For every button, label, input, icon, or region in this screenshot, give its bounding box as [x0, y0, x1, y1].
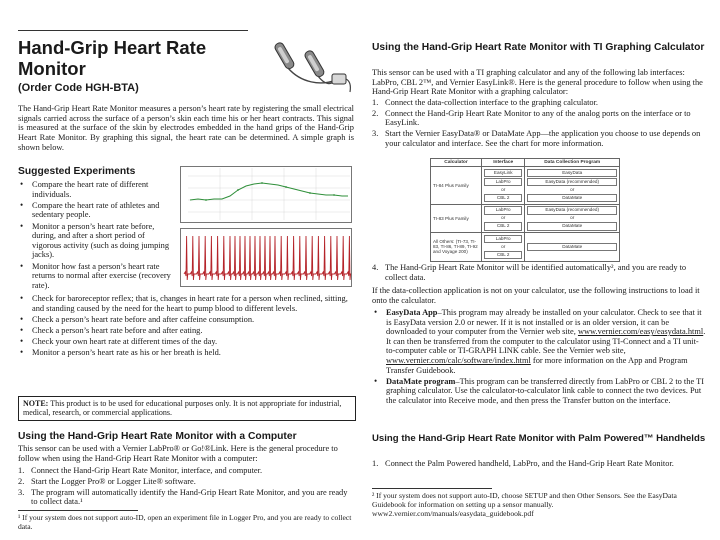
list-item: • Check for baroreceptor reflex; that is, changes in heart rate for a person when reclined, sitting, and standing caused by the need for the heart to pump blood to different levels. — [18, 294, 354, 313]
ti-intro: This sensor can be used with a TI graphing calculator and any of the following lab interfaces: LabPro, CBL 2™, and Vernier EasyLink®. Here is the general procedure to follow when using the Hand-Grip Heart Rate Monitor with a graphing calculator: — [372, 68, 703, 97]
list-item: • Compare the heart rate of athletes and sedentary people. — [18, 201, 176, 220]
list-item: 1. Connect the Hand-Grip Heart Rate Monitor, interface, and computer. — [18, 466, 263, 475]
palm-heading: Using the Hand-Grip Heart Rate Monitor with Palm Powered™ Handhelds — [372, 433, 706, 444]
palm-steps — [372, 459, 706, 470]
table-row — [431, 167, 620, 205]
experiments-list-wide — [18, 294, 354, 360]
column-header: Data Collection Program — [525, 159, 620, 167]
receiver-box — [332, 74, 346, 84]
experiments-list-narrow — [18, 180, 176, 292]
list-item: • Check a person’s heart rate before and after eating. — [18, 326, 354, 336]
easydata-link[interactable]: www.vernier.com/easy/easydata.html — [577, 327, 704, 337]
computer-intro: This sensor can be used with a Vernier LabPro® or Go!®Link. Here is the general procedure to follow when using the Hand-Grip Heart Rate Monitor with a computer: — [18, 444, 338, 463]
footnote: ¹ If your system does not support auto-ID, open an experiment file in Logger Pro, and you are ready to collect data. — [18, 513, 352, 531]
table-cell: LabPro or CBL 2 — [482, 233, 525, 262]
computer-steps — [18, 466, 354, 508]
hand-grip-right — [304, 49, 326, 78]
column-header: Interface — [482, 159, 525, 167]
table-cell: LabPro or CBL 2 — [482, 204, 525, 233]
table-header-row — [431, 159, 620, 167]
ti-steps — [372, 98, 706, 150]
list-item: • Check your own heart rate at different times of the day. — [18, 337, 354, 347]
table-row — [431, 233, 620, 262]
heart-rate-graph — [180, 166, 352, 288]
table-cell: EasyData (recommended) or DataMate — [525, 204, 620, 233]
list-item: • Monitor how fast a person’s heart rate returns to normal after exercise (recovery rate). — [18, 262, 176, 291]
footnote: ² If your system does not support auto-ID, choose SETUP and then Other Sensors. See the EasyData Guidebook for information on setting up a sensor manually. www2.vernier.com/manuals/easydata_guidebook.pdf — [372, 491, 677, 518]
table-row — [431, 204, 620, 233]
left-column — [18, 0, 356, 540]
list-item: 1. Connect the data-collection interface to the graphing calculator. — [372, 98, 599, 107]
ti-heading: Using the Hand-Grip Heart Rate Monitor with TI Graphing Calculator — [372, 42, 705, 53]
footnote-rule — [18, 510, 138, 511]
list-item: 3. Start the Vernier EasyData® or DataMate App—the application you choose to use depends on your calculator and interface. See the chart for more information. — [372, 129, 701, 148]
list-item: 4. The Hand-Grip Heart Rate Monitor will be identified automatically², and you are ready to collect data. — [372, 263, 687, 282]
list-item-datamate: • DataMate program–This program can be transferred directly from LabPro or CBL 2 to the TI graphing calculator. Use the calculator-to-calculator link cable to connect the two devices. Put the calculator into Receive mode, and then press the Transfer button on the interface. — [372, 377, 706, 406]
note-label: NOTE: — [23, 399, 49, 408]
table-cell: EasyLink LabPro or CBL 2 — [482, 167, 525, 205]
table-cell: TI-83 Plus Family — [431, 204, 482, 233]
suggested-experiments-heading: Suggested Experiments — [18, 166, 136, 177]
note-box — [18, 396, 356, 421]
list-item: 3. The program will automatically identify the Hand-Grip Heart Rate Monitor, and you are ready to collect data.¹ — [18, 487, 348, 507]
list-item: • Monitor a person’s heart rate before, during, and after a short period of vigorous activity (such as doing jumping jacks). — [18, 222, 176, 260]
table-cell: TI-84 Plus Family — [431, 167, 482, 205]
note-text: This product is to be used for educational purposes only. It is not appropriate for industrial, medical, research, or commercial applications. — [23, 399, 342, 418]
table-cell: All Others: (TI-73, TI-83, TI-86, TI-89, TI-92 and Voyage 200) — [431, 233, 482, 262]
list-item: • Check a person’s heart rate before and after caffeine consumption. — [18, 315, 354, 325]
column-header: Calculator — [431, 159, 482, 167]
sensor-photo — [266, 28, 354, 96]
hand-grip-left — [274, 41, 296, 70]
list-item: 2. Start the Logger Pro® or Logger Lite® software. — [18, 476, 196, 486]
right-column — [372, 0, 706, 540]
sensor-cable — [288, 68, 336, 83]
not-loaded-paragraph: If the data-collection application is not on your calculator, use the following instructions to load it onto the calculator. — [372, 286, 700, 305]
computer-heading: Using the Hand-Grip Heart Rate Monitor with a Computer — [18, 431, 297, 442]
ti-step-4 — [372, 263, 706, 283]
list-item: 2. Connect the Hand-Grip Heart Rate Monitor to any of the analog ports on the interface or to EasyLink. — [372, 108, 691, 128]
table-cell: EasyData EasyData (recommended) or DataMate — [525, 167, 620, 205]
list-item: • Compare the heart rate of different individuals. — [18, 180, 176, 199]
app-load-list — [372, 308, 706, 407]
list-item-easydata: • EasyData App–This program may already be installed on your calculator. Check to see that it is EasyData version 2.0 or newer. If it is not installed or is an older version, it can be downloaded to your computer from the Vernier web site, www.vernier.com/easy/easydata.html. It can then be transferred from the computer to the calculator using TI-Connect and a TI unit-to-computer cable or TI-GRAPH LINK cable. See the Vernier web site, www.vernier.com/calc/software/index.html for more information on the App and Program Transfer Guidebook. — [372, 308, 706, 375]
title-line-1: Hand-Grip Heart Rate — [18, 37, 207, 58]
title-line-2: Monitor — [18, 58, 86, 79]
footnote-rule — [372, 488, 492, 489]
table-cell: DataMate — [525, 233, 620, 262]
calculator-table — [430, 158, 620, 262]
list-item: • Monitor a person’s heart rate as his or her breath is held. — [18, 348, 354, 358]
title-rule — [18, 30, 248, 31]
software-link[interactable]: www.vernier.com/calc/software/index.html — [386, 355, 531, 365]
list-item: 1. Connect the Palm Powered handheld, LabPro, and the Hand-Grip Heart Rate Monitor. — [372, 459, 674, 468]
order-code: (Order Code HGH-BTA) — [18, 82, 139, 94]
product-title — [18, 37, 258, 79]
intro-paragraph: The Hand-Grip Heart Rate Monitor measures a person’s heart rate by registering the small electrical signals carried across the surface of a person’s skin each time his or her heart contracts. This signal is measured at the surface of the skin by electrodes embedded in the hand grips of the Hand-Grip Heart Rate Monitor. By graphing this signal, the heart rate can be determined. A simple graph is shown below. — [18, 104, 354, 152]
